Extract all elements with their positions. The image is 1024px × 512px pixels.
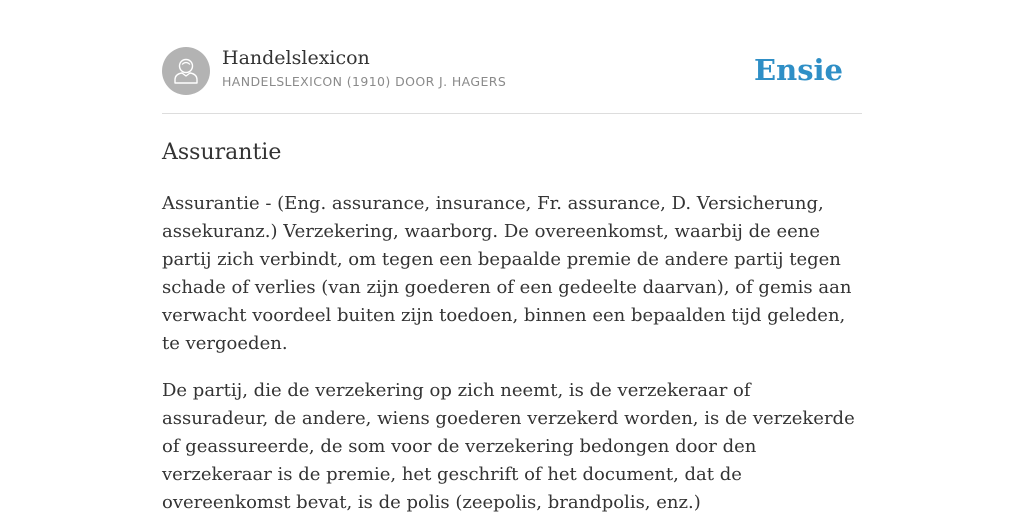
ensie-logo[interactable]: Ensie bbox=[754, 53, 843, 87]
header-divider bbox=[162, 113, 862, 114]
source-avatar[interactable] bbox=[162, 47, 210, 95]
source-header bbox=[162, 46, 862, 98]
entry-body bbox=[162, 190, 862, 512]
source-title[interactable]: Handelslexicon bbox=[222, 47, 370, 69]
entry-paragraph: De partij, die de verzekering op zich neemt, is de verzekeraar of assuradeur, de andere, wiens goederen verzekerd worden, is de verzekerde of geassureerde, de som voor de verzekering bedongen door den verzekeraar is de premie, het geschrift of het document, dat de overeenkomst bevat, is de polis (zeepolis, brandpolis, enz.) bbox=[162, 380, 855, 512]
entry-title: Assurantie bbox=[162, 140, 282, 165]
user-icon bbox=[162, 47, 210, 95]
entry-paragraph: Assurantie - (Eng. assurance, insurance, Fr. assurance, D. Versicherung, assekuranz.) Verzekering, waarborg. De overeenkomst, waarbij de eene partij zich verbindt, om tegen een bepaalde premie de andere partij tegen schade of verlies (van zijn goederen of een gedeelte daarvan), of gemis aan verwacht voordeel buiten zijn toedoen, binnen een bepaalden tijd geleden, te vergoeden. bbox=[162, 193, 852, 354]
source-subtitle[interactable]: HANDELSLEXICON (1910) DOOR J. HAGERS bbox=[222, 74, 507, 89]
